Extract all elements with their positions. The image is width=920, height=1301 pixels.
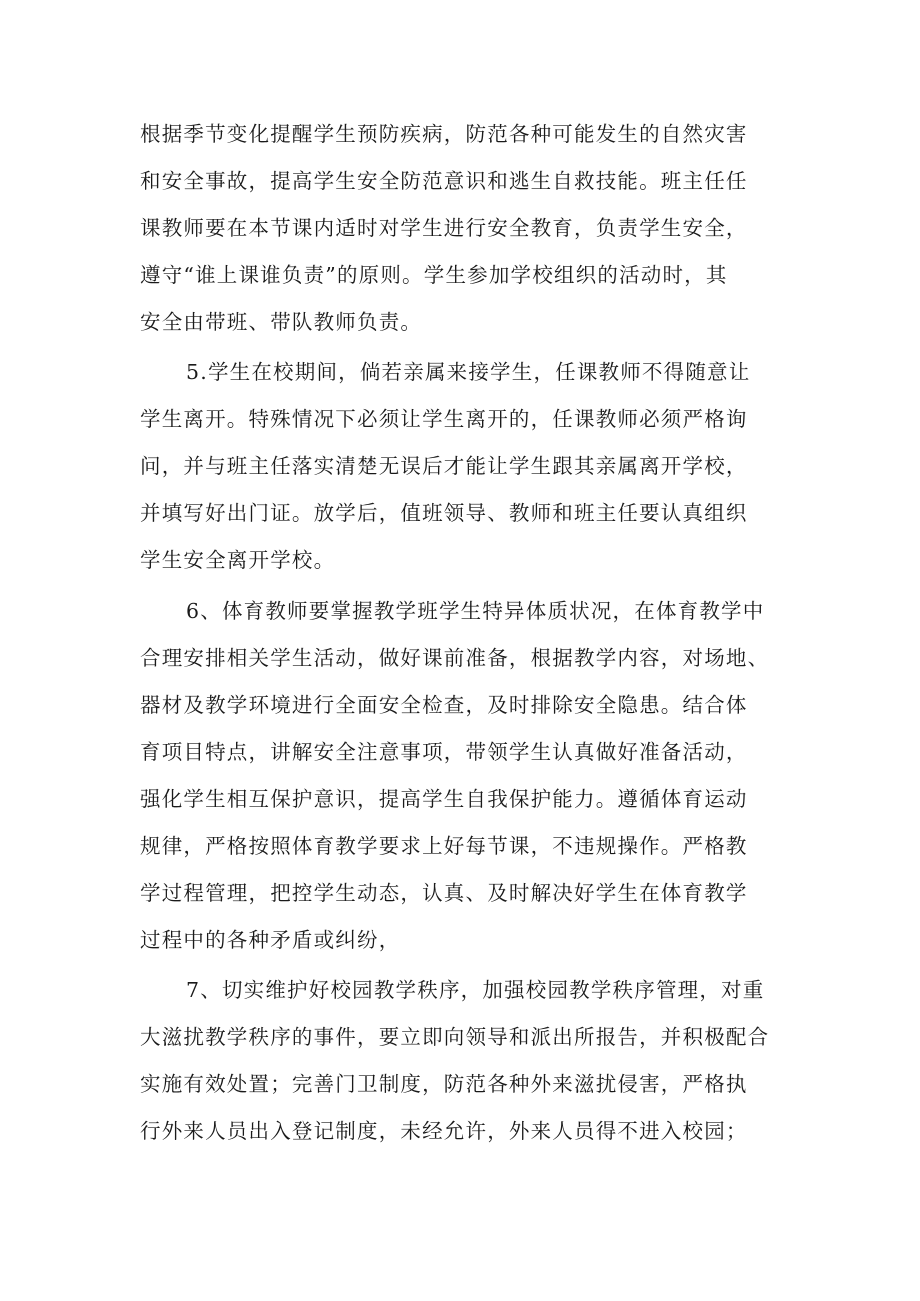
text-line: 实施有效处置；完善门卫制度，防范各种外来滋扰侵害，严格执 <box>140 1072 748 1096</box>
text-line: 安全由带班、带队教师负责。 <box>140 310 423 334</box>
paragraph-5-first-line: 5.学生在校期间，倘若亲属来接学生，任课教师不得随意让 <box>186 360 751 384</box>
text-line: 规律，严格按照体育教学要求上好每节课，不违规操作。严格教 <box>140 834 748 858</box>
text-line: 器材及教学环境进行全面安全检查，及时排除安全隐患。结合体 <box>140 693 748 717</box>
text-line: 过程中的各种矛盾或纠纷， <box>140 928 401 952</box>
text-line: 根据季节变化提醒学生预防疾病，防范各种可能发生的自然灾害 <box>140 122 748 146</box>
text-line: 行外来人员出入登记制度，未经允许，外来人员得不进入校园； <box>140 1119 748 1143</box>
text-line: 和安全事故，提高学生安全防范意识和逃生自救技能。班主任任 <box>140 169 748 193</box>
paragraph-7-first-line: 7、切实维护好校园教学秩序，加强校园教学秩序管理，对重 <box>186 978 765 1002</box>
text-line: 大滋扰教学秩序的事件，要立即向领导和派出所报告，并积极配合 <box>140 1025 770 1049</box>
text-line: 遵守“谁上课谁负责”的原则。学生参加学校组织的活动时，其 <box>140 263 728 287</box>
text-line: 强化学生相互保护意识，提高学生自我保护能力。遵循体育运动 <box>140 787 748 811</box>
text-line: 学过程管理，把控学生动态，认真、及时解决好学生在体育教学 <box>140 881 748 905</box>
text-line: 并填写好出门证。放学后，值班领导、教师和班主任要认真组织 <box>140 501 748 525</box>
text-line: 课教师要在本节课内适时对学生进行安全教育，负责学生安全， <box>140 216 748 240</box>
text-line: 合理安排相关学生活动，做好课前准备，根据教学内容，对场地、 <box>140 646 770 670</box>
text-line: 学生安全离开学校。 <box>140 548 336 572</box>
text-line: 问，并与班主任落实清楚无误后才能让学生跟其亲属离开学校， <box>140 454 748 478</box>
text-line: 育项目特点，讲解安全注意事项，带领学生认真做好准备活动， <box>140 740 748 764</box>
paragraph-6-first-line: 6、体育教师要掌握教学班学生特异体质状况，在体育教学中 <box>186 599 765 623</box>
text-line: 学生离开。特殊情况下必须让学生离开的，任课教师必须严格询 <box>140 407 748 431</box>
